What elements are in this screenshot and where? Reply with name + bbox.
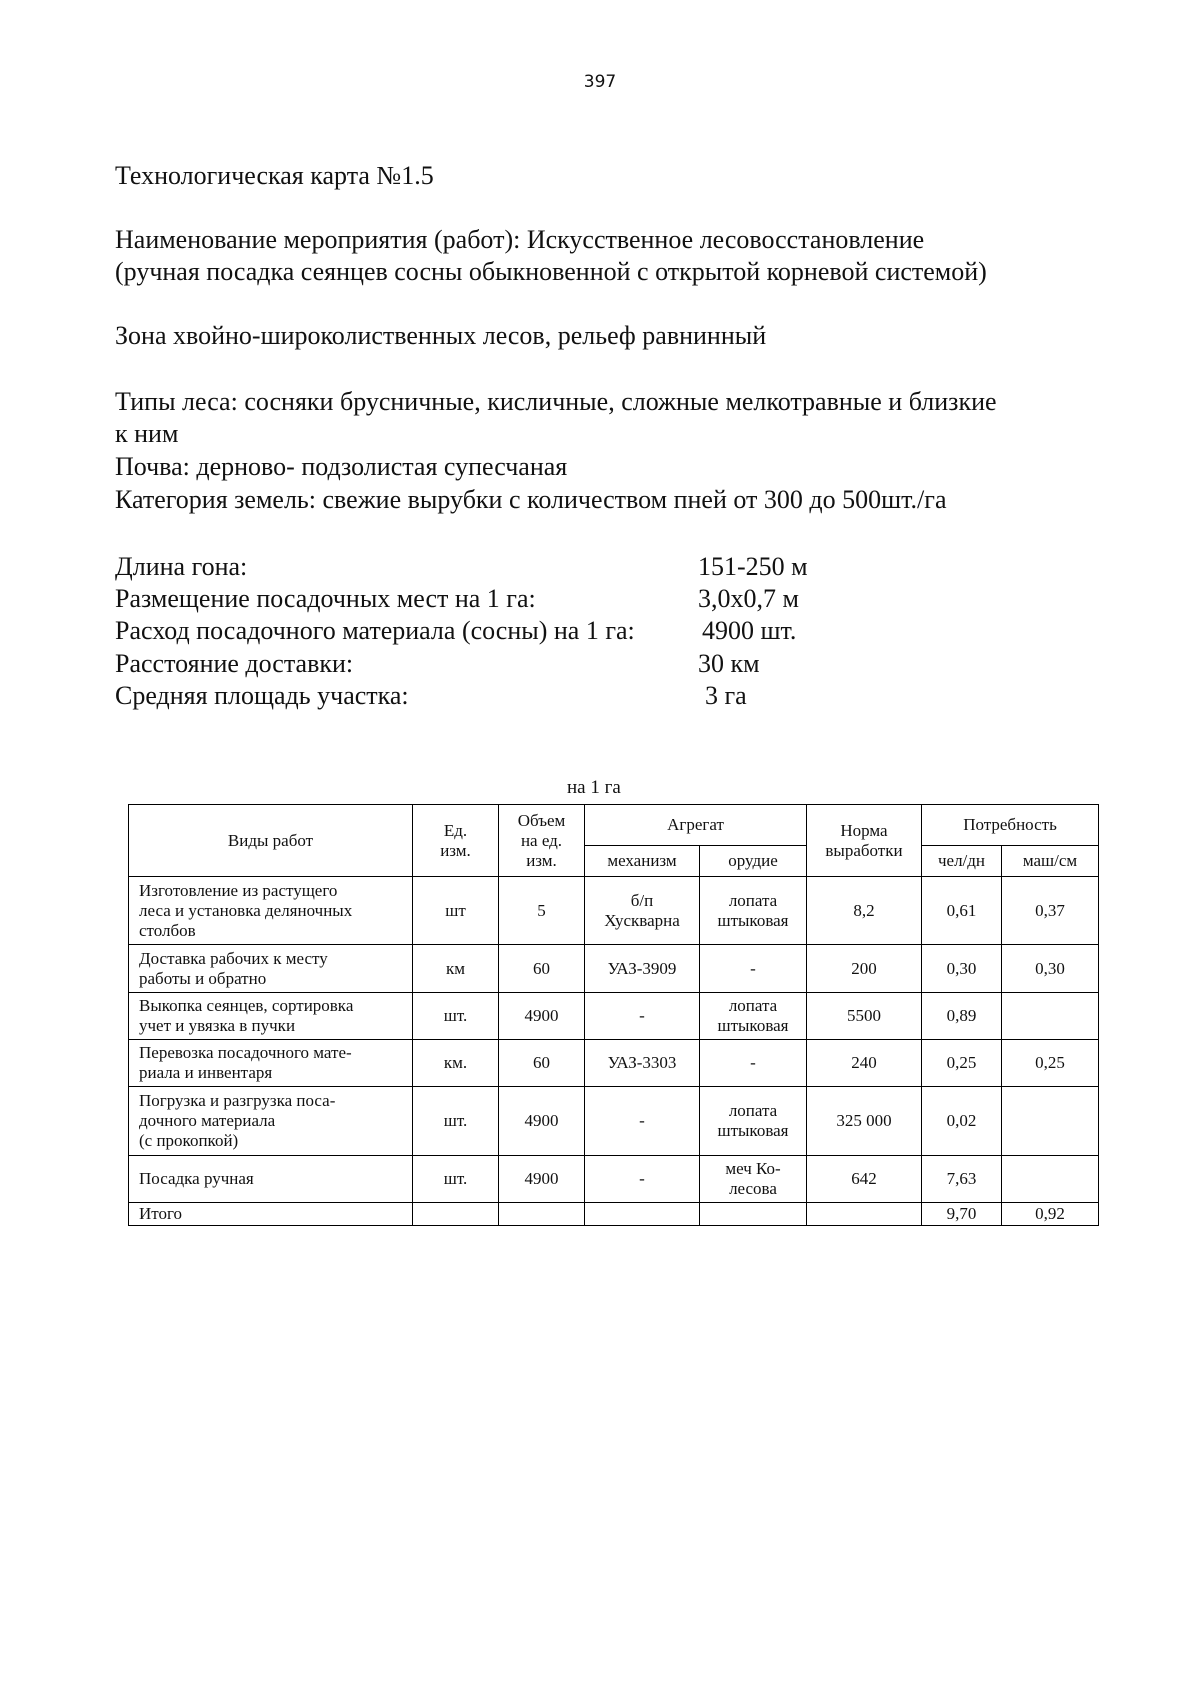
param-row <box>115 583 875 615</box>
header-norm <box>807 805 922 877</box>
cell-volume: 4900 <box>499 1156 585 1203</box>
header-norm-line: выработки <box>825 840 903 860</box>
cell-tool <box>700 1156 807 1203</box>
header-volume-line: Объем <box>517 810 566 830</box>
cell-tool <box>700 945 807 993</box>
land-category: Категория земель: свежие вырубки с количеством пней от 300 до 500шт./га <box>115 485 947 514</box>
cell-work-type <box>129 1156 413 1203</box>
param-value: 3 га <box>705 681 747 710</box>
cell-work-type <box>129 877 413 945</box>
cell-volume: 4900 <box>499 1087 585 1156</box>
empty-cell <box>807 1203 922 1226</box>
header-volume-line: на ед. <box>520 830 563 850</box>
cell-volume: 4900 <box>499 993 585 1040</box>
param-label: Размещение посадочных мест на 1 га: <box>115 584 536 613</box>
cell-machine-shifts <box>1002 1087 1099 1156</box>
empty-cell <box>700 1203 807 1226</box>
cell-mechanism <box>585 877 700 945</box>
table-total-row <box>129 1203 1099 1226</box>
cell-man-days: 0,25 <box>922 1040 1002 1087</box>
param-label: Расход посадочного материала (сосны) на 1 га: <box>115 616 635 645</box>
param-label: Длина гона: <box>115 552 248 581</box>
cell-norm: 325 000 <box>807 1087 922 1156</box>
cell-man-days: 7,63 <box>922 1156 1002 1203</box>
cell-mechanism <box>585 1156 700 1203</box>
param-label: Расстояние доставки: <box>115 649 354 678</box>
cell-work-type-line: работы и обратно <box>139 968 267 988</box>
cell-work-type-line: Погрузка и разгрузка поса- <box>139 1091 336 1110</box>
norms-table <box>128 804 1099 1226</box>
header-unit <box>413 805 499 877</box>
empty-cell <box>499 1203 585 1226</box>
param-value: 151-250 м <box>698 552 808 581</box>
forest-zone: Зона хвойно-широколиственных лесов, рельеф равнинный <box>115 321 767 350</box>
cell-work-type <box>129 993 413 1040</box>
cell-mechanism-line: Хускварна <box>604 910 680 930</box>
cell-tool-line: штыковая <box>717 1016 789 1035</box>
header-man-days: чел/дн <box>922 846 1002 877</box>
total-label: Итого <box>129 1203 413 1226</box>
header-unit-line: изм. <box>440 840 471 860</box>
empty-cell <box>585 1203 700 1226</box>
cell-work-type-line: дочного материала <box>139 1111 276 1130</box>
param-row <box>115 680 875 712</box>
cell-tool-line: лопата <box>728 890 778 910</box>
cell-man-days: 0,02 <box>922 1087 1002 1156</box>
cell-tool-line: лопата <box>728 996 778 1015</box>
cell-tool-line: - <box>750 1053 756 1072</box>
cell-volume: 5 <box>499 877 585 945</box>
param-value: 3,0х0,7 м <box>698 584 799 613</box>
cell-norm: 8,2 <box>807 877 922 945</box>
header-machine-shifts: маш/см <box>1002 846 1099 877</box>
cell-work-type-line: (с прокопкой) <box>139 1131 239 1150</box>
header-volume-line: изм. <box>526 850 557 870</box>
header-aggregate: Агрегат <box>585 805 807 846</box>
header-need: Потребность <box>922 805 1099 846</box>
page-number: 397 <box>583 72 617 92</box>
cell-man-days: 0,30 <box>922 945 1002 993</box>
cell-mechanism-line: б/п <box>630 890 654 910</box>
table-row <box>129 1040 1099 1087</box>
cell-machine-shifts: 0,30 <box>1002 945 1099 993</box>
cell-machine-shifts <box>1002 993 1099 1040</box>
param-value: 30 км <box>698 649 760 678</box>
header-tool: орудие <box>700 846 807 877</box>
cell-tool <box>700 1040 807 1087</box>
total-machine-shifts: 0,92 <box>1002 1203 1099 1226</box>
cell-tool-line: - <box>750 958 756 978</box>
table-row <box>129 877 1099 945</box>
header-mechanism: механизм <box>585 846 700 877</box>
cell-tool-line: штыковая <box>717 1121 789 1140</box>
cell-work-type-line: леса и установка деляночных <box>139 900 353 920</box>
header-volume <box>499 805 585 877</box>
activity-line-2: (ручная посадка сеянцев сосны обыкновенной с открытой корневой системой) <box>115 257 987 286</box>
header-work-types: Виды работ <box>129 805 413 877</box>
cell-mechanism-line: - <box>639 1169 645 1188</box>
cell-man-days: 0,89 <box>922 993 1002 1040</box>
cell-mechanism <box>585 1087 700 1156</box>
cell-unit: шт. <box>413 1087 499 1156</box>
cell-work-type-line: Доставка рабочих к месту <box>139 948 328 968</box>
cell-mechanism <box>585 993 700 1040</box>
table-header-row <box>129 805 1099 846</box>
cell-tool-line: меч Ко- <box>725 1159 781 1178</box>
cell-tool-line: лопата <box>728 1101 778 1120</box>
cell-mechanism-line: УАЗ-3909 <box>607 958 677 978</box>
activity-line-1: Наименование мероприятия (работ): Искусственное лесовосстановление <box>115 225 925 254</box>
param-row <box>115 551 875 583</box>
cell-unit: шт. <box>413 993 499 1040</box>
cell-norm: 5500 <box>807 993 922 1040</box>
cell-unit: км <box>413 945 499 993</box>
cell-norm: 642 <box>807 1156 922 1203</box>
cell-mechanism-line: - <box>639 1111 645 1130</box>
table-row <box>129 1087 1099 1156</box>
cell-work-type-line: Перевозка посадочного мате- <box>139 1043 352 1062</box>
cell-mechanism-line: - <box>639 1006 645 1025</box>
cell-tool <box>700 877 807 945</box>
empty-cell <box>413 1203 499 1226</box>
soil-type: Почва: дерново- подзолистая супесчаная <box>115 452 568 481</box>
cell-man-days: 0,61 <box>922 877 1002 945</box>
cell-machine-shifts: 0,25 <box>1002 1040 1099 1087</box>
param-label: Средняя площадь участка: <box>115 681 409 710</box>
table-row <box>129 945 1099 993</box>
param-value: 4900 шт. <box>702 616 797 645</box>
cell-mechanism-line: УАЗ-3303 <box>607 1053 677 1072</box>
table-caption: на 1 га <box>567 777 621 798</box>
cell-unit: шт <box>413 877 499 945</box>
cell-work-type-line: Изготовление из растущего <box>139 880 338 900</box>
header-norm-line: Норма <box>840 820 888 840</box>
header-unit-line: Ед. <box>443 820 468 840</box>
param-row <box>115 648 875 680</box>
cell-volume: 60 <box>499 1040 585 1087</box>
cell-norm: 240 <box>807 1040 922 1087</box>
cell-work-type-line: учет и увязка в пучки <box>139 1016 296 1035</box>
table-body <box>129 877 1099 1226</box>
cell-unit: шт. <box>413 1156 499 1203</box>
cell-volume: 60 <box>499 945 585 993</box>
cell-work-type <box>129 945 413 993</box>
cell-norm: 200 <box>807 945 922 993</box>
document-title: Технологическая карта №1.5 <box>115 161 434 190</box>
cell-tool <box>700 993 807 1040</box>
cell-mechanism <box>585 945 700 993</box>
cell-unit: км. <box>413 1040 499 1087</box>
total-man-days: 9,70 <box>922 1203 1002 1226</box>
cell-machine-shifts: 0,37 <box>1002 877 1099 945</box>
cell-tool <box>700 1087 807 1156</box>
forest-types-line-2: к ним <box>115 419 179 448</box>
cell-work-type <box>129 1087 413 1156</box>
forest-types-line-1: Типы леса: сосняки брусничные, кисличные, сложные мелкотравные и близкие <box>115 387 997 416</box>
table-row <box>129 1156 1099 1203</box>
cell-work-type-line: Посадка ручная <box>139 1169 254 1188</box>
cell-work-type-line: риала и инвентаря <box>139 1063 273 1082</box>
param-row <box>115 615 875 647</box>
cell-machine-shifts <box>1002 1156 1099 1203</box>
cell-tool-line: штыковая <box>717 910 789 930</box>
cell-mechanism <box>585 1040 700 1087</box>
table-row <box>129 993 1099 1040</box>
cell-work-type-line: столбов <box>139 920 196 940</box>
cell-work-type <box>129 1040 413 1087</box>
cell-work-type-line: Выкопка сеянцев, сортировка <box>139 996 354 1015</box>
cell-tool-line: лесова <box>729 1179 777 1198</box>
